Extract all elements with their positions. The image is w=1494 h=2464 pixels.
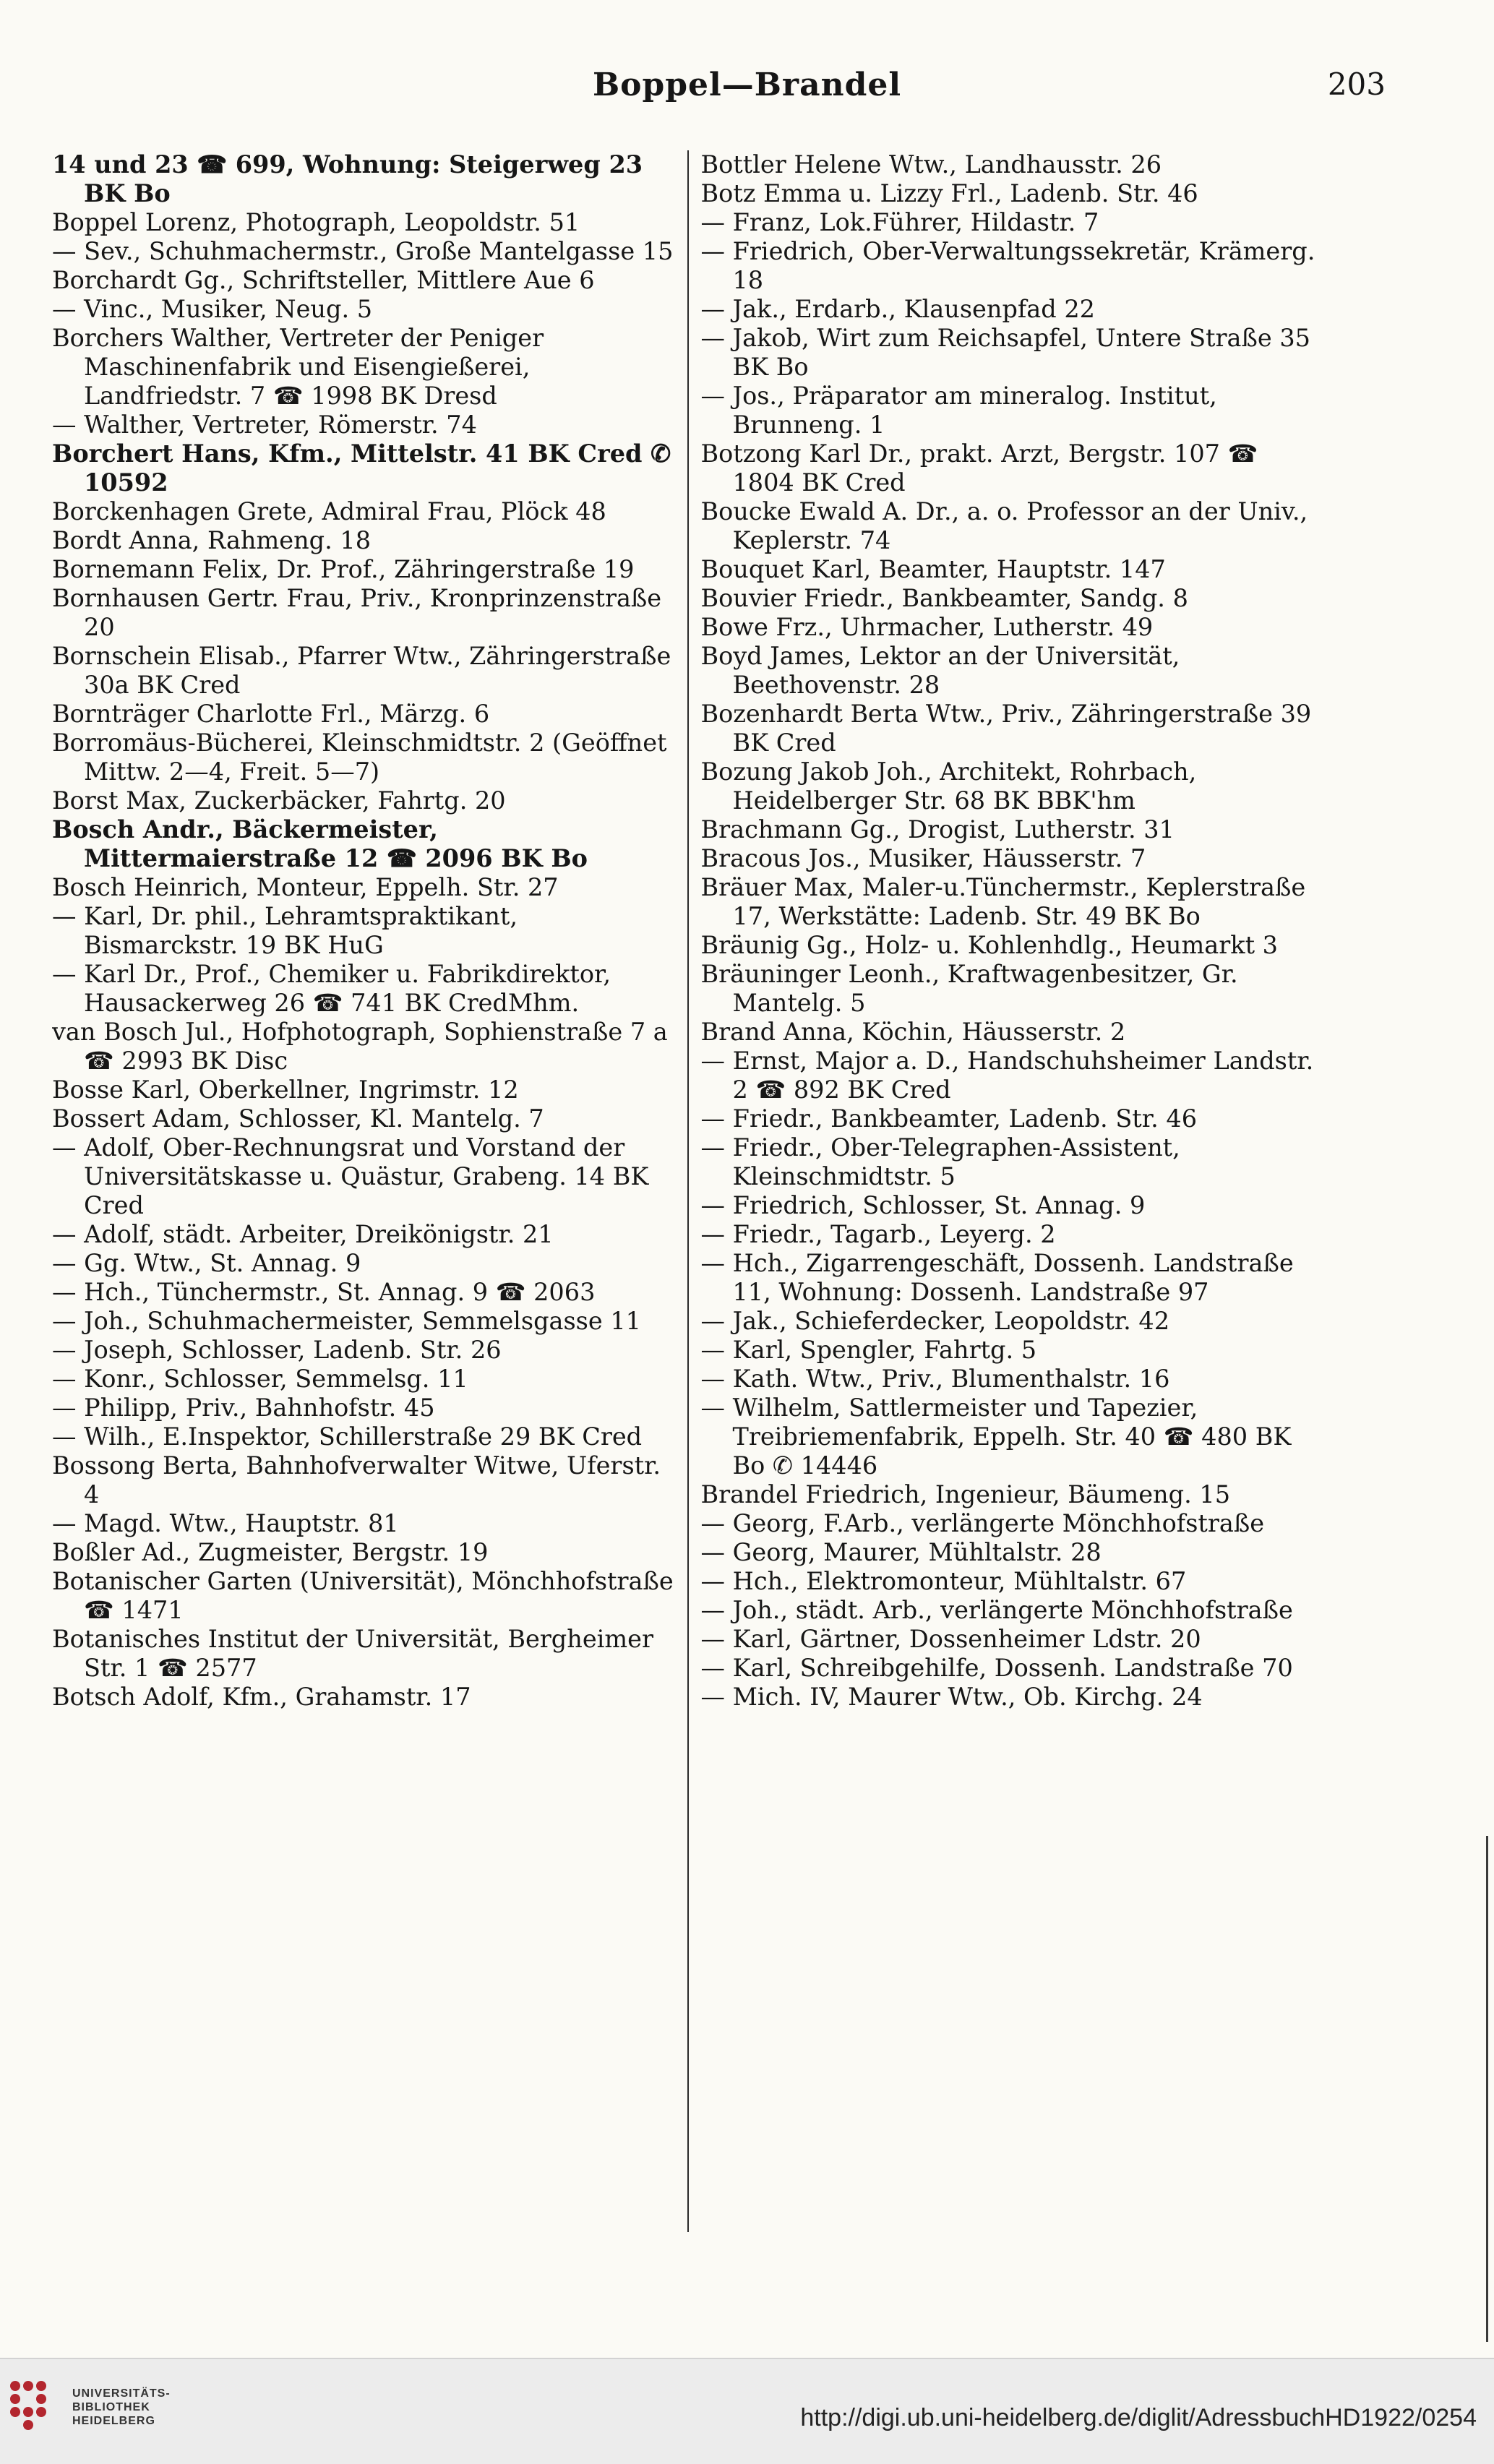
left-column	[52, 150, 684, 2232]
directory-entry: Botsch Adolf, Kfm., Grahamstr. 17	[52, 1683, 471, 1711]
logo-dot	[10, 2407, 20, 2417]
directory-entry: Bosch Andr., Bäckermeister, Mittermaierstraße 12 ☎ 2096 BK Bo	[52, 815, 588, 872]
directory-entry: — Karl, Schreibgehilfe, Dossenh. Landstraße 70	[700, 1654, 1293, 1682]
directory-entry: — Karl, Spengler, Fahrtg. 5	[700, 1336, 1037, 1364]
directory-entry: Bossert Adam, Schlosser, Kl. Mantelg. 7	[52, 1104, 544, 1133]
library-name	[72, 2387, 171, 2428]
column-divider	[687, 150, 690, 2232]
source-url[interactable]: http://digi.ub.uni-heidelberg.de/diglit/AdressbuchHD1922/0254	[800, 2404, 1477, 2431]
directory-entry: — Wilh., E.Inspektor, Schillerstraße 29 BK Cred	[52, 1422, 643, 1451]
directory-entry: Botanisches Institut der Universität, Bergheimer Str. 1 ☎ 2577	[52, 1625, 653, 1682]
directory-entry: Bräuer Max, Maler-u.Tünchermstr., Keplerstraße 17, Werkstätte: Ladenb. Str. 49 BK Bo	[700, 873, 1306, 930]
directory-entry: — Franz, Lok.Führer, Hildastr. 7	[700, 208, 1099, 236]
directory-entry: Bottler Helene Wtw., Landhausstr. 26	[700, 150, 1162, 179]
directory-entry: — Wilhelm, Sattlermeister und Tapezier, Treibriemenfabrik, Eppelh. Str. 40 ☎ 480 BK Bo ✆ 14446	[700, 1394, 1292, 1480]
directory-entry: — Friedr., Ober-Telegraphen-Assistent, Kleinschmidtstr. 5	[700, 1133, 1180, 1190]
library-name-line2: BIBLIOTHEK	[72, 2401, 150, 2413]
directory-entry: Borchardt Gg., Schriftsteller, Mittlere Aue 6	[52, 266, 595, 294]
directory-entry: Botz Emma u. Lizzy Frl., Ladenb. Str. 46	[700, 179, 1198, 207]
directory-entry: Bräunig Gg., Holz- u. Kohlenhdlg., Heumarkt 3	[700, 931, 1278, 959]
logo-dot	[36, 2394, 46, 2404]
directory-entry: Borckenhagen Grete, Admiral Frau, Plöck 48	[52, 497, 606, 525]
directory-entry: — Karl, Gärtner, Dossenheimer Ldstr. 20	[700, 1625, 1201, 1653]
directory-entry: — Friedrich, Schlosser, St. Annag. 9	[700, 1191, 1146, 1219]
directory-entry: — Hch., Tünchermstr., St. Annag. 9 ☎ 2063	[52, 1278, 596, 1306]
directory-entry: Boyd James, Lektor an der Universität, Beethovenstr. 28	[700, 642, 1180, 699]
directory-entry: Botzong Karl Dr., prakt. Arzt, Bergstr. 107 ☎ 1804 BK Cred	[700, 439, 1258, 497]
directory-entry: — Sev., Schuhmachermstr., Große Mantelgasse 15	[52, 237, 674, 265]
directory-entry: Bouquet Karl, Beamter, Hauptstr. 147	[700, 555, 1166, 583]
logo-dot	[10, 2394, 20, 2404]
digitization-footer	[0, 2358, 1494, 2464]
directory-entry: Brachmann Gg., Drogist, Lutherstr. 31	[700, 815, 1175, 843]
directory-entry: — Konr., Schlosser, Semmelsg. 11	[52, 1365, 468, 1393]
directory-entry: — Georg, Maurer, Mühltalstr. 28	[700, 1538, 1102, 1566]
directory-entry: Botanischer Garten (Universität), Mönchhofstraße ☎ 1471	[52, 1567, 674, 1624]
directory-entry: — Ernst, Major a. D., Handschuhsheimer Landstr. 2 ☎ 892 BK Cred	[700, 1047, 1314, 1104]
directory-entry: Bornschein Elisab., Pfarrer Wtw., Zähringerstraße 30a BK Cred	[52, 642, 671, 699]
scan-edge-mark	[1486, 1836, 1488, 2342]
directory-entry: — Mich. IV, Maurer Wtw., Ob. Kirchg. 24	[700, 1683, 1203, 1711]
directory-entry: Bosch Heinrich, Monteur, Eppelh. Str. 27	[52, 873, 559, 901]
directory-entry: — Adolf, Ober-Rechnungsrat und Vorstand der Universitätskasse u. Quästur, Grabeng. 14 BK Cred	[52, 1133, 649, 1219]
directory-entry: — Joseph, Schlosser, Ladenb. Str. 26	[52, 1336, 502, 1364]
directory-entry: Brandel Friedrich, Ingenieur, Bäumeng. 15	[700, 1480, 1231, 1508]
directory-entry: Bowe Frz., Uhrmacher, Lutherstr. 49	[700, 613, 1154, 641]
directory-entry: — Friedrich, Ober-Verwaltungssekretär, Krämerg. 18	[700, 237, 1315, 294]
directory-entry: — Gg. Wtw., St. Annag. 9	[52, 1249, 361, 1277]
directory-entry: Bornträger Charlotte Frl., Märzg. 6	[52, 700, 490, 728]
directory-entry: Bouvier Friedr., Bankbeamter, Sandg. 8	[700, 584, 1188, 612]
directory-entry: Borchert Hans, Kfm., Mittelstr. 41 BK Cred ✆ 10592	[52, 439, 671, 497]
directory-entry: Bräuninger Leonh., Kraftwagenbesitzer, Gr. Mantelg. 5	[700, 960, 1238, 1017]
directory-entry: — Joh., städt. Arb., verlängerte Mönchhofstraße	[700, 1596, 1293, 1624]
directory-entry: — Hch., Elektromonteur, Mühltalstr. 67	[700, 1567, 1187, 1595]
directory-entry: Bozung Jakob Joh., Architekt, Rohrbach, Heidelberger Str. 68 BK BBK'hm	[700, 757, 1197, 815]
running-title: Boppel—Brandel	[592, 66, 902, 103]
directory-entry: Boppel Lorenz, Photograph, Leopoldstr. 51	[52, 208, 580, 236]
logo-dot	[36, 2407, 46, 2417]
directory-entry: — Jak., Schieferdecker, Leopoldstr. 42	[700, 1307, 1170, 1335]
library-name-line3: HEIDELBERG	[72, 2415, 155, 2427]
directory-entry: — Joh., Schuhmachermeister, Semmelsgasse 11	[52, 1307, 641, 1335]
directory-entry: Bosse Karl, Oberkellner, Ingrimstr. 12	[52, 1076, 519, 1104]
directory-entry: Bozenhardt Berta Wtw., Priv., Zähringerstraße 39 BK Cred	[700, 700, 1312, 757]
directory-entry: Brand Anna, Köchin, Häusserstr. 2	[700, 1018, 1126, 1046]
directory-entry: — Vinc., Musiker, Neug. 5	[52, 295, 373, 323]
page-header	[58, 66, 1436, 110]
page-number: 203	[1327, 66, 1386, 102]
directory-entry: Borst Max, Zuckerbäcker, Fahrtg. 20	[52, 786, 506, 815]
directory-entry: — Karl Dr., Prof., Chemiker u. Fabrikdirektor, Hausackerweg 26 ☎ 741 BK CredMhm.	[52, 960, 611, 1017]
directory-entry: Bracous Jos., Musiker, Häusserstr. 7	[700, 844, 1146, 872]
logo-dot	[36, 2381, 46, 2391]
directory-entry: Borchers Walther, Vertreter der Peniger Maschinenfabrik und Eisengießerei, Landfriedstr. 7 ☎ 1998 BK Dresd	[52, 324, 544, 410]
directory-entry: — Philipp, Priv., Bahnhofstr. 45	[52, 1394, 435, 1422]
directory-columns	[52, 150, 1324, 2232]
directory-entry: — Kath. Wtw., Priv., Blumenthalstr. 16	[700, 1365, 1170, 1393]
directory-entry: — Karl, Dr. phil., Lehramtspraktikant, Bismarckstr. 19 BK HuG	[52, 902, 518, 959]
directory-entry: — Jak., Erdarb., Klausenpfad 22	[700, 295, 1095, 323]
right-column	[692, 150, 1324, 2232]
directory-entry: Bossong Berta, Bahnhofverwalter Witwe, Uferstr. 4	[52, 1451, 661, 1508]
logo-dot	[10, 2381, 20, 2391]
logo-dot	[23, 2381, 33, 2391]
directory-entry: Boßler Ad., Zugmeister, Bergstr. 19	[52, 1538, 489, 1566]
directory-entry: van Bosch Jul., Hofphotograph, Sophienstraße 7 a ☎ 2993 BK Disc	[52, 1018, 668, 1075]
directory-entry: — Walther, Vertreter, Römerstr. 74	[52, 411, 477, 439]
library-name-line1: UNIVERSITÄTS-	[72, 2387, 171, 2400]
directory-entry: — Jakob, Wirt zum Reichsapfel, Untere Straße 35 BK Bo	[700, 324, 1310, 381]
logo-dot	[23, 2407, 33, 2417]
directory-entry: 14 und 23 ☎ 699, Wohnung: Steigerweg 23 BK Bo	[52, 150, 643, 207]
directory-entry: — Friedr., Bankbeamter, Ladenb. Str. 46	[700, 1104, 1198, 1133]
directory-entry: — Hch., Zigarrengeschäft, Dossenh. Landstraße 11, Wohnung: Dossenh. Landstraße 97	[700, 1249, 1294, 1306]
directory-entry: Bordt Anna, Rahmeng. 18	[52, 526, 372, 554]
directory-entry: — Adolf, städt. Arbeiter, Dreikönigstr. 21	[52, 1220, 554, 1248]
directory-entry: — Georg, F.Arb., verlängerte Mönchhofstraße	[700, 1509, 1265, 1537]
library-logo-icon	[10, 2381, 61, 2431]
directory-entry: — Jos., Präparator am mineralog. Institut, Brunneng. 1	[700, 382, 1217, 439]
directory-entry: Bornhausen Gertr. Frau, Priv., Kronprinzenstraße 20	[52, 584, 662, 641]
directory-entry: Boucke Ewald A. Dr., a. o. Professor an der Univ., Keplerstr. 74	[700, 497, 1308, 554]
logo-dot	[23, 2420, 33, 2430]
directory-entry: Borromäus-Bücherei, Kleinschmidtstr. 2 (Geöffnet Mittw. 2—4, Freit. 5—7)	[52, 729, 667, 786]
directory-entry: — Magd. Wtw., Hauptstr. 81	[52, 1509, 399, 1537]
directory-entry: Bornemann Felix, Dr. Prof., Zähringerstraße 19	[52, 555, 635, 583]
directory-entry: — Friedr., Tagarb., Leyerg. 2	[700, 1220, 1056, 1248]
